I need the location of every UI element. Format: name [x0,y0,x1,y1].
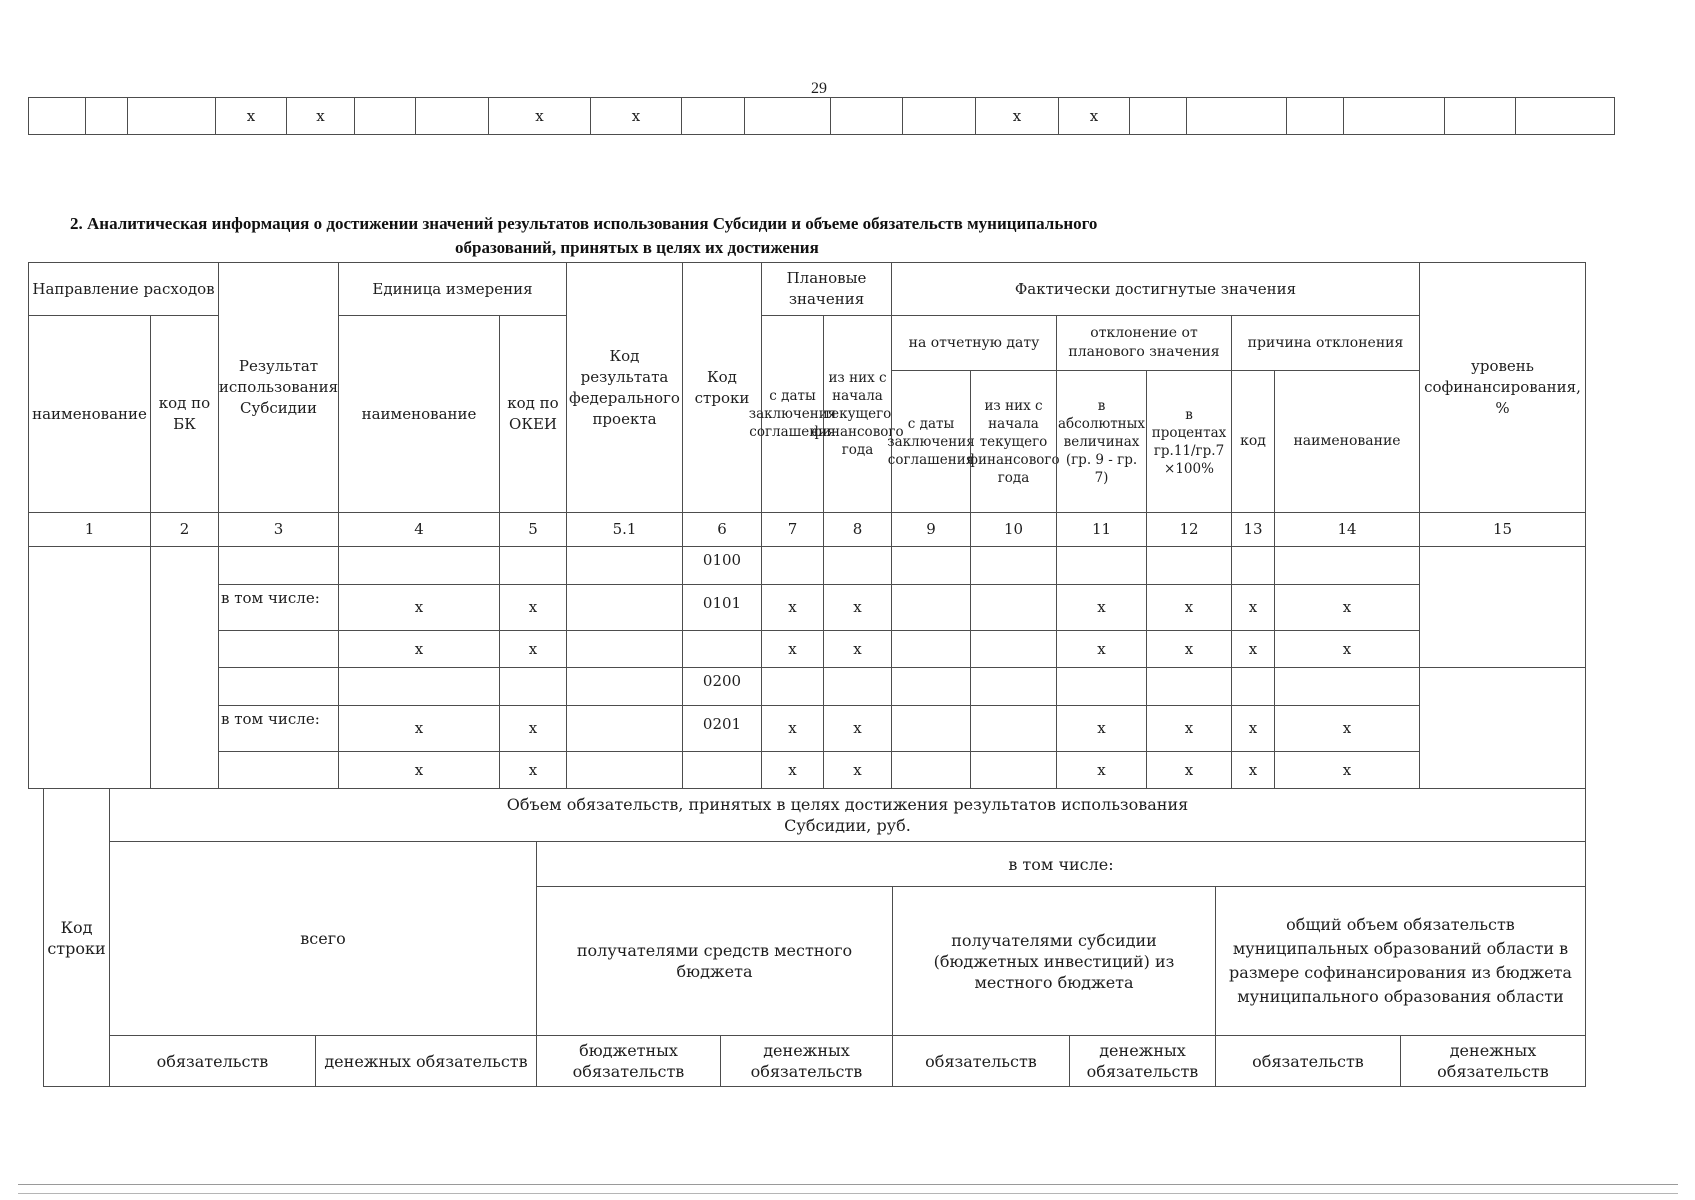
header-unit: Единица измерения [338,262,567,316]
cell-c14: x [1274,584,1420,631]
cell-c12 [1146,546,1232,585]
cell-c9 [891,546,971,585]
column-number: 8 [823,512,892,547]
column-number: 9 [891,512,971,547]
cell-row-code [682,751,762,789]
cell-c14 [1274,546,1420,585]
page-number: 29 [811,80,827,97]
column-number: 6 [682,512,762,547]
cell-project-code [566,630,683,668]
strip-cell [830,97,903,135]
section-heading-line1: 2. Аналитическая информация о достижении значений результатов использования Субсидии и объеме обязательств муниципального [70,214,1098,233]
column-number: 4 [338,512,500,547]
column-number: 14 [1274,512,1420,547]
cell-c14: x [1274,751,1420,789]
direction-name-merged [28,546,151,789]
cell-c8 [823,667,892,706]
cell-okei: x [499,751,567,789]
header-actual-on-date: на отчетную дату [891,315,1057,371]
t2-sub-header: денежных обязательств [315,1035,537,1087]
section-heading [70,212,1260,260]
cell-c11: x [1056,584,1147,631]
cell-c14 [1274,667,1420,706]
t2-sub-header: обязательств [892,1035,1070,1087]
cell-result: в том числе: [218,584,339,631]
header-deviation: отклонение от планового значения [1056,315,1232,371]
cell-okei: x [499,630,567,668]
header-reason: причина отклонения [1231,315,1420,371]
column-number: 12 [1146,512,1232,547]
cell-okei: x [499,705,567,752]
strip-cell [681,97,745,135]
cell-c11 [1056,546,1147,585]
cell-c10 [970,705,1057,752]
strip-cell [127,97,216,135]
cell-c13: x [1231,630,1275,668]
cell-c9 [891,584,971,631]
t2-sub-header: обязательств [109,1035,316,1087]
cell-result [218,630,339,668]
cell-c9 [891,751,971,789]
strip-cell: x [286,97,355,135]
cell-result [218,751,339,789]
header-deviation-abs: в абсолютных величинах (гр. 9 - гр. 7) [1056,370,1147,513]
column-number: 10 [970,512,1057,547]
header-actual-from-agreement: с даты заключения соглашения [891,370,971,513]
cell-c14: x [1274,705,1420,752]
strip-cell [1515,97,1615,135]
header-planned: Плановые значения [761,262,892,316]
cell-c9 [891,705,971,752]
header-unit-name: наименование [338,315,500,513]
cell-c13: x [1231,705,1275,752]
column-number: 15 [1419,512,1586,547]
column-number: 3 [218,512,339,547]
strip-cell [1444,97,1516,135]
page-bottom-rule [18,1193,1678,1194]
cell-c11: x [1056,630,1147,668]
cell-c13 [1231,667,1275,706]
cell-unit-name: x [338,751,500,789]
cell-unit-name [338,546,500,585]
cell-okei: x [499,584,567,631]
cell-c10 [970,584,1057,631]
t2-sub-header: обязательств [1215,1035,1401,1087]
cell-c12: x [1146,751,1232,789]
strip-cell [1343,97,1445,135]
header-project-code: Код результата федерального проекта [566,262,683,513]
t2-sub-header: денежных обязательств [720,1035,893,1087]
strip-cell: x [215,97,287,135]
header-actual-from-year: из них с начала текущего финансового года [970,370,1057,513]
cell-c12: x [1146,584,1232,631]
page-bottom-rule [18,1184,1678,1185]
cell-row-code: 0100 [682,546,762,585]
cell-okei [499,546,567,585]
header-direction-name: наименование [28,315,151,513]
section-heading-line2: образований, принятых в целях их достижения [455,238,819,257]
cell-unit-name [338,667,500,706]
column-number: 5.1 [566,512,683,547]
cell-c12 [1146,667,1232,706]
strip-cell [744,97,831,135]
t2-sub-header: денежных обязательств [1400,1035,1586,1087]
t2-municipal-total: общий объем обязательств муниципальных образований области в размере софинансирования из бюджета муниципального образования области [1215,886,1586,1036]
strip-cell: x [488,97,591,135]
cell-result [218,667,339,706]
cell-c10 [970,667,1057,706]
cell-c8: x [823,705,892,752]
t2-row-code: Код строки [43,788,110,1087]
header-planned-from-agreement: с даты заключения соглашения [761,315,824,513]
cell-row-code: 0201 [682,705,762,752]
t2-title: Объем обязательств, принятых в целях достижения результатов использования Субсидии, руб. [109,788,1586,842]
header-direction: Направление расходов [28,262,219,316]
t2-sub-header: бюджетных обязательств [536,1035,721,1087]
header-cofinancing: уровень софинансирования, % [1419,262,1586,513]
strip-cell [85,97,128,135]
cell-row-code: 0200 [682,667,762,706]
strip-cell [415,97,489,135]
cell-okei [499,667,567,706]
cell-row-code [682,630,762,668]
cell-c12: x [1146,630,1232,668]
column-number: 1 [28,512,151,547]
cell-c10 [970,630,1057,668]
cell-unit-name: x [338,630,500,668]
strip-cell: x [975,97,1059,135]
cell-project-code [566,667,683,706]
strip-cell [28,97,86,135]
cell-c11: x [1056,705,1147,752]
cell-c12: x [1146,705,1232,752]
direction-bk-merged [150,546,219,789]
cell-unit-name: x [338,584,500,631]
cell-row-code: 0101 [682,584,762,631]
t2-total: всего [109,841,537,1036]
header-deviation-pct: в процентах гр.11/гр.7 ×100% [1146,370,1232,513]
header-actual: Фактически достигнутые значения [891,262,1420,316]
column-number: 11 [1056,512,1147,547]
cell-c8: x [823,630,892,668]
cell-c9 [891,667,971,706]
cell-c8: x [823,751,892,789]
column-number: 5 [499,512,567,547]
strip-cell [902,97,976,135]
cell-c10 [970,751,1057,789]
strip-cell [354,97,416,135]
cell-c8: x [823,584,892,631]
t2-subsidy-recipients: получателями субсидии (бюджетных инвестиций) из местного бюджета [892,886,1216,1036]
t2-including: в том числе: [536,841,1586,887]
cell-project-code [566,751,683,789]
cell-c7: x [761,630,824,668]
cell-result: в том числе: [218,705,339,752]
t2-sub-header: денежных обязательств [1069,1035,1216,1087]
strip-cell: x [590,97,682,135]
cell-c8 [823,546,892,585]
cell-c7: x [761,751,824,789]
column-number: 2 [150,512,219,547]
cell-c7: x [761,705,824,752]
cell-project-code [566,584,683,631]
header-reason-name: наименование [1274,370,1420,513]
cell-c7 [761,667,824,706]
t2-local-budget-recipients: получателями средств местного бюджета [536,886,893,1036]
cell-c13 [1231,546,1275,585]
header-row-code: Код строки [682,262,762,513]
cell-c14: x [1274,630,1420,668]
cell-c7: x [761,584,824,631]
cell-c10 [970,546,1057,585]
cofinancing-merged-1 [1419,546,1586,668]
column-number: 7 [761,512,824,547]
column-number: 13 [1231,512,1275,547]
strip-cell: x [1058,97,1130,135]
strip-cell [1286,97,1344,135]
header-result: Результат использования Субсидии [218,262,339,513]
header-planned-from-year: из них с начала текущего финансового года [823,315,892,513]
cell-c13: x [1231,751,1275,789]
cell-project-code [566,546,683,585]
strip-cell [1186,97,1287,135]
cell-result [218,546,339,585]
cell-unit-name: x [338,705,500,752]
cofinancing-merged-2 [1419,667,1586,789]
cell-c7 [761,546,824,585]
header-direction-bk: код по БК [150,315,219,513]
header-reason-code: код [1231,370,1275,513]
cell-c11 [1056,667,1147,706]
cell-project-code [566,705,683,752]
cell-c13: x [1231,584,1275,631]
cell-c11: x [1056,751,1147,789]
strip-cell [1129,97,1187,135]
cell-c9 [891,630,971,668]
header-unit-okei: код по ОКЕИ [499,315,567,513]
